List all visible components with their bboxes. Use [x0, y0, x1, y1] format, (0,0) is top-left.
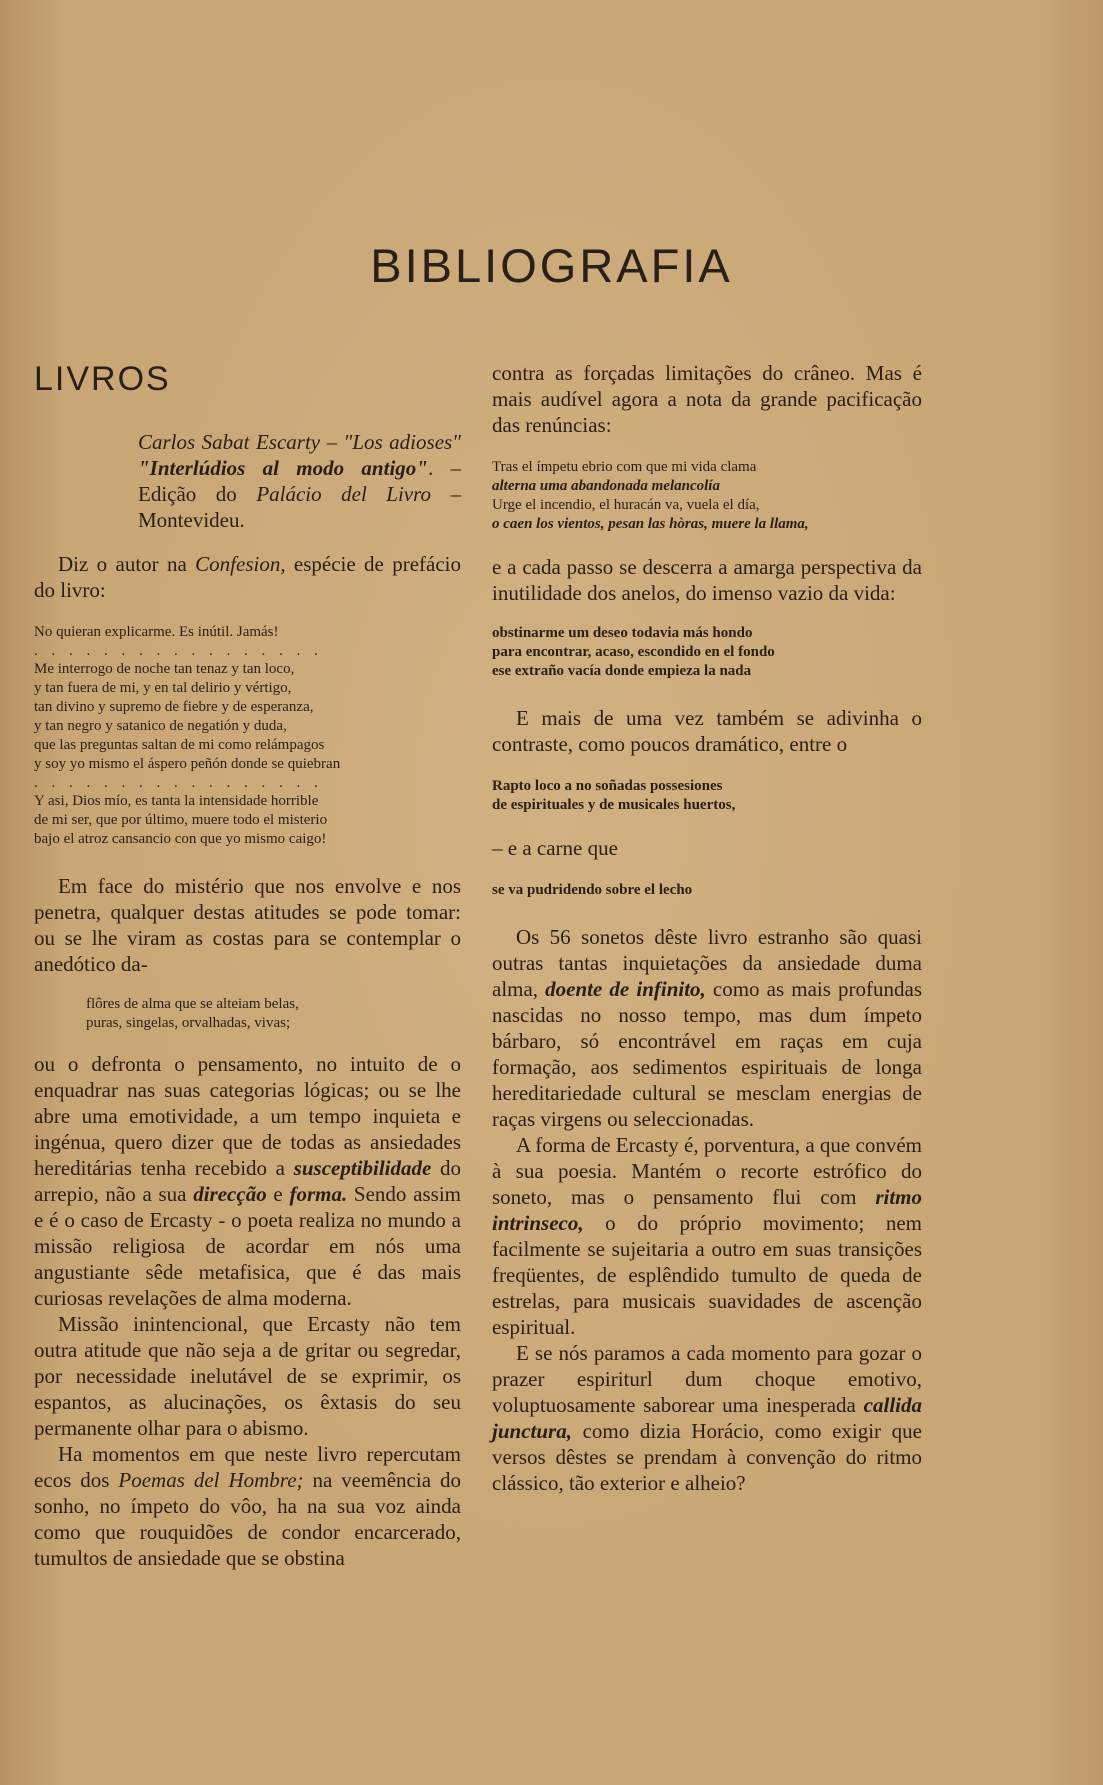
quote-line: Me interrogo de noche tan tenaz y tan loco,: [34, 661, 295, 677]
quote-line: Tras el ímpetu ebrio com que mi vida clama: [492, 459, 757, 475]
quote-block-1: [34, 623, 461, 849]
intro-paragraph: [34, 551, 461, 603]
intro-emphasis: Confesion,: [195, 552, 286, 576]
quote-line: y soy yo mismo el áspero peñón donde se quiebran: [34, 756, 341, 772]
text-run: E se nós paramos a cada momento para gozar o prazer espiriturl dum choque emotivo, voluptuosamente saborear uma inesperada: [492, 1341, 922, 1417]
quote-line: tan divino y supremo de fiebre y de esperanza,: [34, 699, 314, 715]
emphasis: forma.: [289, 1182, 348, 1206]
text-run: como as mais profundas nascidas no nosso tempo, mas dum ímpeto bárbaro, só encontrável em raças em cuja formação, aos sedimentos espirituais de longa hereditariedade cultural se mesclam energias de raças virgens ou seleccionadas.: [492, 977, 922, 1131]
body-paragraph: [492, 1132, 922, 1340]
page-title: BIBLIOGRAFIA: [370, 239, 733, 292]
body-paragraph: Missão inintencional, que Ercasty não tem outra atitude que não seja a de gritar ou segredar, por necessidade inelutável de se exprimir, os espantos, as alucinações, os êxtasis do seu permanente olhar para o abismo.: [34, 1312, 461, 1440]
body-paragraph: e a cada passo se descerra a amarga perspectiva da inutilidade dos anelos, do imenso vazio da vida:: [492, 555, 922, 605]
intro-text-end: espécie de prefácio do livro:: [34, 552, 461, 602]
quote-line: de mi ser, que por último, muere todo el misterio: [34, 812, 328, 828]
text-run: do arrepio, não a sua: [34, 1156, 461, 1206]
text-run: o do próprio movimento; nem facilmente se sujeitaria a outro em suas transições freqüentes, de esplêndido tumulto de queda de estrelas, para musicais suavidades de ascenção espiritual.: [492, 1211, 922, 1339]
quote-line: Rapto loco a no soñadas possesiones: [492, 778, 723, 794]
emphasis: callida junctura,: [492, 1393, 922, 1443]
text-run: na veemência do sonho, no ímpeto do vôo, ha na sua voz ainda como que rouquidões de condor encarcerado, tumultos de ansiedade que se obstina: [34, 1468, 461, 1570]
body-paragraph: [34, 1051, 461, 1311]
body-paragraph: Em face do mistério que nos envolve e nos penetra, qualquer destas atitudes se pode tomar: ou se lhe viram as costas para se contemplar o anedótico da-: [34, 874, 461, 976]
text-run: ou o defronta o pensamento, no intuito de o enquadrar nas suas categorias lógicas; ou se lhe abre uma emotividade, a um tempo inquieta e ingénua, quero dizer que de todas as ansiedades hereditárias tenha recebido a: [34, 1052, 461, 1180]
text-run: Ha momentos em que neste livro repercutam ecos dos: [34, 1442, 461, 1492]
quote-line: y tan fuera de mi, y en tal delirio y vértigo,: [34, 680, 292, 696]
citation-title-2: "Interlúdios al modo antigo": [138, 456, 428, 480]
right-column: [492, 360, 922, 1496]
emphasis: direcção: [193, 1182, 267, 1206]
citation-sep: –: [320, 430, 344, 454]
quote-line: y tan negro y satanico de negatión y duda,: [34, 718, 287, 734]
book-citation: [34, 429, 461, 533]
quote-line: No quieran explicarme. Es inútil. Jamás!: [34, 624, 279, 640]
quote-line: ese extraño vacía donde empieza la nada: [492, 663, 752, 679]
quote-line: que las preguntas saltan de mi como relámpagos: [34, 737, 325, 753]
emphasis: Poemas del Hombre;: [118, 1468, 304, 1492]
quote-line: Y asi, Dios mío, es tanta la intensidade horrible: [34, 793, 319, 809]
quote-block-2: [34, 995, 461, 1033]
emphasis: susceptibilidade: [293, 1156, 432, 1180]
body-paragraph: contra as forçadas limitações do crâneo. Mas é mais audível agora a nota da grande pacificação das renúncias:: [492, 361, 922, 437]
text-run: Os 56 sonetos dêste livro estranho são quasi outras tantas inquietações da ansiedade duma alma,: [492, 925, 922, 1001]
quote-block-5: [492, 777, 922, 815]
text-run: Sendo assim e é o caso de Ercasty - o poeta realiza no mundo a missão religiosa de acordar em nós uma angustiante sêde metafisica, que é das mais curiosas revelações de alma moderna.: [34, 1182, 461, 1310]
text-run: e: [266, 1182, 290, 1206]
body-paragraph: [34, 1441, 461, 1571]
citation-publisher: Palácio del Livro: [256, 482, 432, 506]
text-run: como dizia Horácio, como exigir que versos dêstes se prendam à convenção do ritmo clássico, tão exterior e alheio?: [492, 1419, 922, 1495]
section-heading: LIVROS: [34, 360, 171, 398]
emphasis: ritmo intrinseco,: [492, 1185, 922, 1235]
left-column: [34, 360, 461, 1571]
text-run: A forma de Ercasty é, porventura, a que convém à sua poesia. Mantém o recorte estrófico do soneto, mas o pensamento flui com: [492, 1133, 922, 1209]
quote-line: puras, singelas, orvalhadas, vivas;: [86, 1015, 291, 1031]
ellipsis-divider: . . . . . . . . . . . . . . . . .: [34, 643, 323, 659]
citation-place: – Montevideu.: [138, 482, 462, 532]
quote-line: alterna uma abandonada melancolía: [492, 478, 720, 494]
citation-author: Carlos Sabat Escarty: [138, 430, 321, 454]
quote-line: bajo el atroz cansancio con que yo mismo caigo!: [34, 831, 327, 847]
body-paragraph: [492, 1340, 922, 1496]
quote-block-3: [492, 458, 922, 534]
quote-line: para encontrar, acaso, escondido en el fondo: [492, 644, 775, 660]
quote-line: flôres de alma que se alteiam belas,: [86, 996, 299, 1012]
citation-title-1: "Los adioses": [343, 430, 462, 454]
quote-line: obstinarme um deseo todavia más hondo: [492, 625, 753, 641]
citation-edition: . – Edição do: [138, 456, 461, 506]
body-paragraph: E mais de uma vez também se adivinha o contraste, como poucos dramático, entre o: [492, 706, 922, 756]
ellipsis-divider: . . . . . . . . . . . . . . . . .: [34, 775, 323, 791]
quote-block-4: [492, 624, 922, 681]
quote-line: de espirituales y de musicales huertos,: [492, 797, 736, 813]
quote-line: se va pudridendo sobre el lecho: [492, 882, 693, 898]
body-paragraph: [492, 924, 922, 1132]
intro-text: Diz o autor na: [58, 552, 196, 576]
quote-line: Urge el incendio, el huracán va, vuela el día,: [492, 497, 760, 513]
quote-line: o caen los vientos, pesan las hòras, muere la llama,: [492, 516, 809, 532]
emphasis: doente de infinito,: [545, 977, 706, 1001]
body-paragraph: – e a carne que: [492, 836, 618, 860]
